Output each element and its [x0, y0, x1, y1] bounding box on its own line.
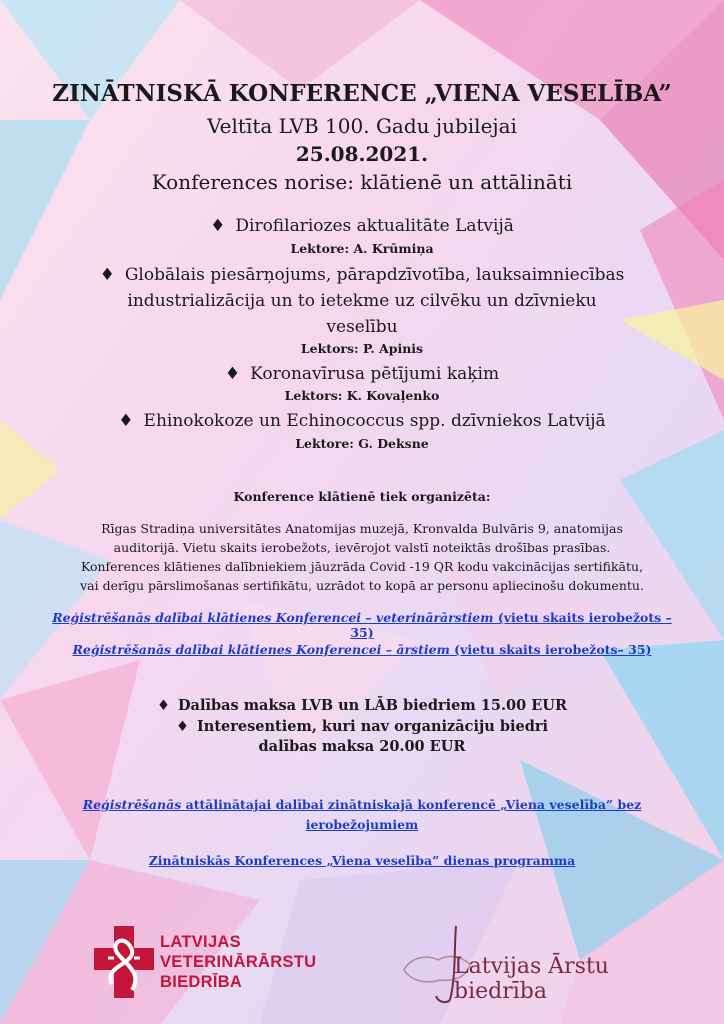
- talk-lector: Lektors: P. Apinis: [300, 341, 424, 356]
- talk-title: Dirofilariozes aktualitāte Latvijā: [235, 216, 514, 236]
- lvb-logo: [92, 924, 332, 1000]
- talk-title-line: industrializācija un to ietekme uz cilvēku un dzīvnieku: [127, 291, 597, 311]
- event-date: 25.08.2021.: [295, 142, 429, 166]
- register-doctors-link[interactable]: Reģistrēšanās dalībai klātienes Konferencei – ārstiem (vietu skaits ierobežots– 35): [72, 642, 652, 657]
- diamond-bullet-icon: ♦: [176, 718, 190, 735]
- diamond-bullet-icon: ♦: [224, 364, 241, 384]
- program-link[interactable]: Zinātniskās Konferences „Viena veselība” dienas programma: [148, 853, 576, 868]
- lvb-logo-line: BIEDRĪBA: [160, 973, 243, 991]
- fee-others-amount: dalības maksa 20.00 EUR: [258, 738, 466, 755]
- talk-lector: Lektore: A. Krūmiņa: [290, 241, 434, 256]
- talk-lector: Lektors: K. Kovaļenko: [284, 388, 440, 403]
- talk-item: [90, 361, 634, 387]
- talk-lector: Lektore: G. Deksne: [295, 436, 429, 451]
- diamond-bullet-icon: ♦: [118, 411, 134, 431]
- event-mode: Konferences norise: klātienē un attālināti: [151, 170, 573, 194]
- fee-members: ♦ Dalības maksa LVB un LĀB biedriem 15.00 EUR: [156, 697, 567, 714]
- register-vets-link[interactable]: Reģistrēšanās dalībai klātienes Konferencei – veterinārārstiem (vietu skaits ierobežots – 35): [52, 610, 672, 640]
- diamond-bullet-icon: ♦: [210, 216, 226, 236]
- talk-title: Koronavīrusa pētījumi kaķim: [250, 364, 500, 384]
- diamond-bullet-icon: ♦: [99, 265, 115, 285]
- organization-heading: Konference klātienē tiek organizēta:: [233, 489, 491, 504]
- diamond-bullet-icon: ♦: [156, 697, 170, 714]
- lvb-cross-icon: [92, 924, 156, 1000]
- talk-title: Ehinokokoze un Echinococcus spp. dzīvniekos Latvijā: [143, 411, 606, 431]
- lab-logo: [398, 920, 688, 1006]
- talk-item: [90, 262, 634, 340]
- register-remote-link[interactable]: Reģistrēšanās attālinātajai dalībai zinātniskajā konferencē „Viena veselība” bez ierobežojumiem: [82, 797, 642, 832]
- lvb-logo-line: LATVIJAS: [160, 933, 241, 951]
- talk-item: [90, 213, 634, 239]
- fee-others: ♦ Interesentiem, kuri nav organizāciju biedri: [176, 718, 548, 735]
- lvb-logo-line: VETERINĀRĀRSTU: [160, 953, 317, 971]
- talk-item: [90, 408, 634, 434]
- lab-logo-text: Latvijas Ārstu biedrība: [454, 954, 609, 1004]
- page-title: ZINĀTNISKĀ KONFERENCE „VIENA VESELĪBA”: [52, 80, 672, 107]
- talk-title-line: Globālais piesārņojums, pārapdzīvotība, lauksaimniecības: [124, 265, 625, 285]
- talk-title-line: veselību: [326, 317, 398, 337]
- subtitle: Veltīta LVB 100. Gadu jubilejai: [207, 114, 517, 138]
- organization-text: Rīgas Stradiņa universitātes Anatomijas muzejā, Kronvalda Bulvāris 9, anatomijas auditorijā. Vietu skaits ierobežots, ievērojot valstī noteiktās drošības prasības. Konferences klātienes dalībniekiem jāuzrāda Covid -19 QR kodu vakcinācijas sertifikātu, vai derīgu pārslimošanas sertifikātu, uzrādot to kopā ar personu apliecinošu dokumentu.: [80, 521, 644, 593]
